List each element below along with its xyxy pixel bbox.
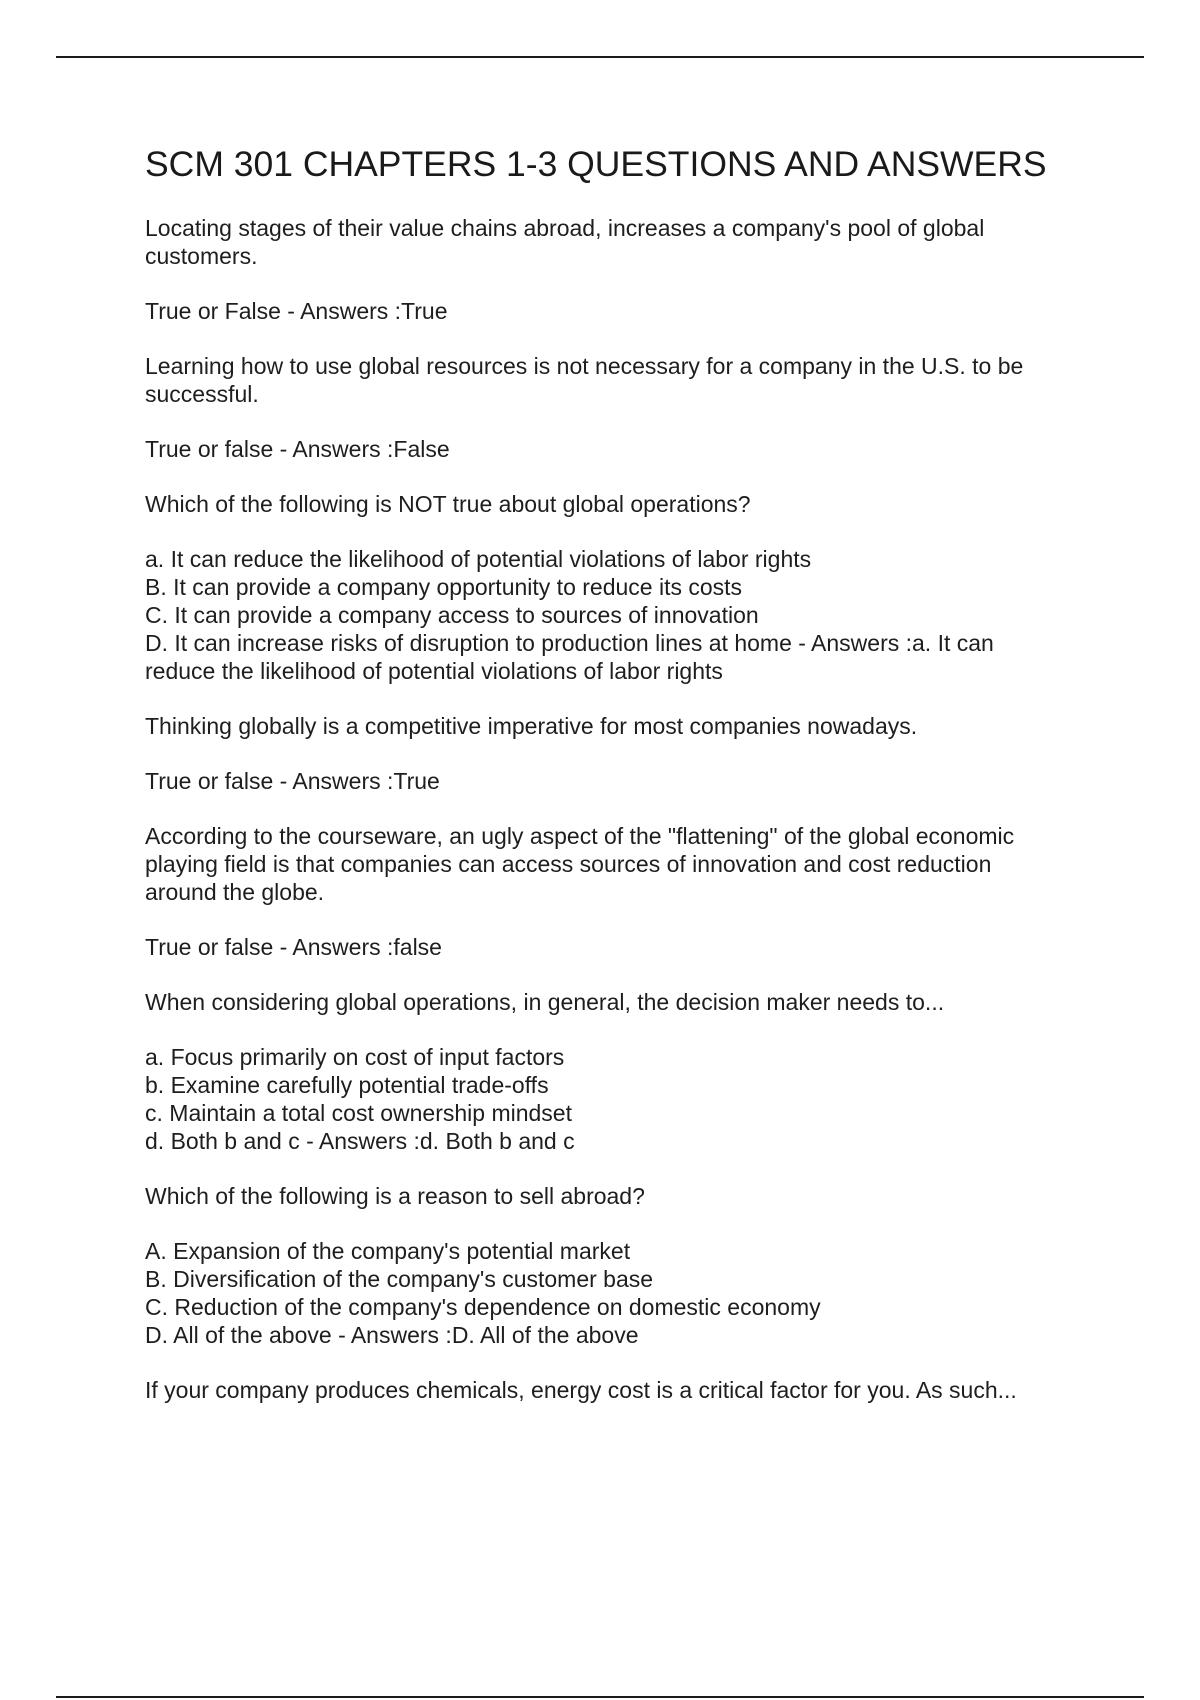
- text-line: When considering global operations, in general, the decision maker needs to...: [145, 989, 945, 1015]
- text-line: playing field is that companies can access sources of innovation and cost reduction: [145, 851, 992, 877]
- qa-paragraph: [145, 712, 1085, 740]
- qa-paragraph: [145, 1043, 1085, 1155]
- text-line: True or false - Answers :False: [145, 436, 450, 462]
- text-line: a. It can reduce the likelihood of potential violations of labor rights: [145, 546, 812, 572]
- footer-rule: [56, 1696, 1144, 1698]
- text-line: D. It can increase risks of disruption to production lines at home - Answers :a. It can: [145, 630, 994, 656]
- qa-paragraph: [145, 767, 1085, 795]
- qa-paragraph: [145, 435, 1085, 463]
- qa-content: [145, 214, 1085, 1404]
- text-line: True or false - Answers :True: [145, 768, 440, 794]
- text-line: b. Examine carefully potential trade-offs: [145, 1072, 549, 1098]
- text-line: a. Focus primarily on cost of input factors: [145, 1044, 565, 1070]
- qa-paragraph: [145, 490, 1085, 518]
- text-line: A. Expansion of the company's potential market: [145, 1238, 631, 1264]
- text-line: True or false - Answers :false: [145, 934, 442, 960]
- text-line: B. Diversification of the company's customer base: [145, 1266, 654, 1292]
- qa-paragraph: [145, 214, 1085, 270]
- qa-paragraph: [145, 1376, 1085, 1404]
- qa-paragraph: [145, 1182, 1085, 1210]
- text-line: c. Maintain a total cost ownership mindset: [145, 1100, 572, 1126]
- text-line: True or False - Answers :True: [145, 298, 448, 324]
- header-rule: [56, 56, 1144, 58]
- document-title: SCM 301 CHAPTERS 1-3 QUESTIONS AND ANSWERS: [145, 144, 1047, 184]
- text-line: If your company produces chemicals, energy cost is a critical factor for you. As such...: [145, 1377, 1017, 1403]
- qa-paragraph: [145, 933, 1085, 961]
- qa-paragraph: [145, 822, 1085, 906]
- text-line: C. Reduction of the company's dependence on domestic economy: [145, 1294, 821, 1320]
- text-line: Locating stages of their value chains abroad, increases a company's pool of global: [145, 215, 985, 241]
- text-line: d. Both b and c - Answers :d. Both b and c: [145, 1128, 575, 1154]
- text-line: Which of the following is a reason to sell abroad?: [145, 1183, 645, 1209]
- text-line: Thinking globally is a competitive imperative for most companies nowadays.: [145, 713, 918, 739]
- text-line: Learning how to use global resources is not necessary for a company in the U.S. to be: [145, 353, 1024, 379]
- document-body: [145, 140, 1085, 1431]
- text-line: customers.: [145, 243, 258, 269]
- qa-paragraph: [145, 297, 1085, 325]
- text-line: According to the courseware, an ugly aspect of the "flattening" of the global economic: [145, 823, 1015, 849]
- text-line: Which of the following is NOT true about global operations?: [145, 491, 751, 517]
- text-line: reduce the likelihood of potential violations of labor rights: [145, 658, 723, 684]
- text-line: around the globe.: [145, 879, 325, 905]
- qa-paragraph: [145, 988, 1085, 1016]
- text-line: C. It can provide a company access to sources of innovation: [145, 602, 759, 628]
- qa-paragraph: [145, 545, 1085, 685]
- text-line: D. All of the above - Answers :D. All of the above: [145, 1322, 639, 1348]
- qa-paragraph: [145, 1237, 1085, 1349]
- qa-paragraph: [145, 352, 1085, 408]
- text-line: B. It can provide a company opportunity to reduce its costs: [145, 574, 743, 600]
- text-line: successful.: [145, 381, 259, 407]
